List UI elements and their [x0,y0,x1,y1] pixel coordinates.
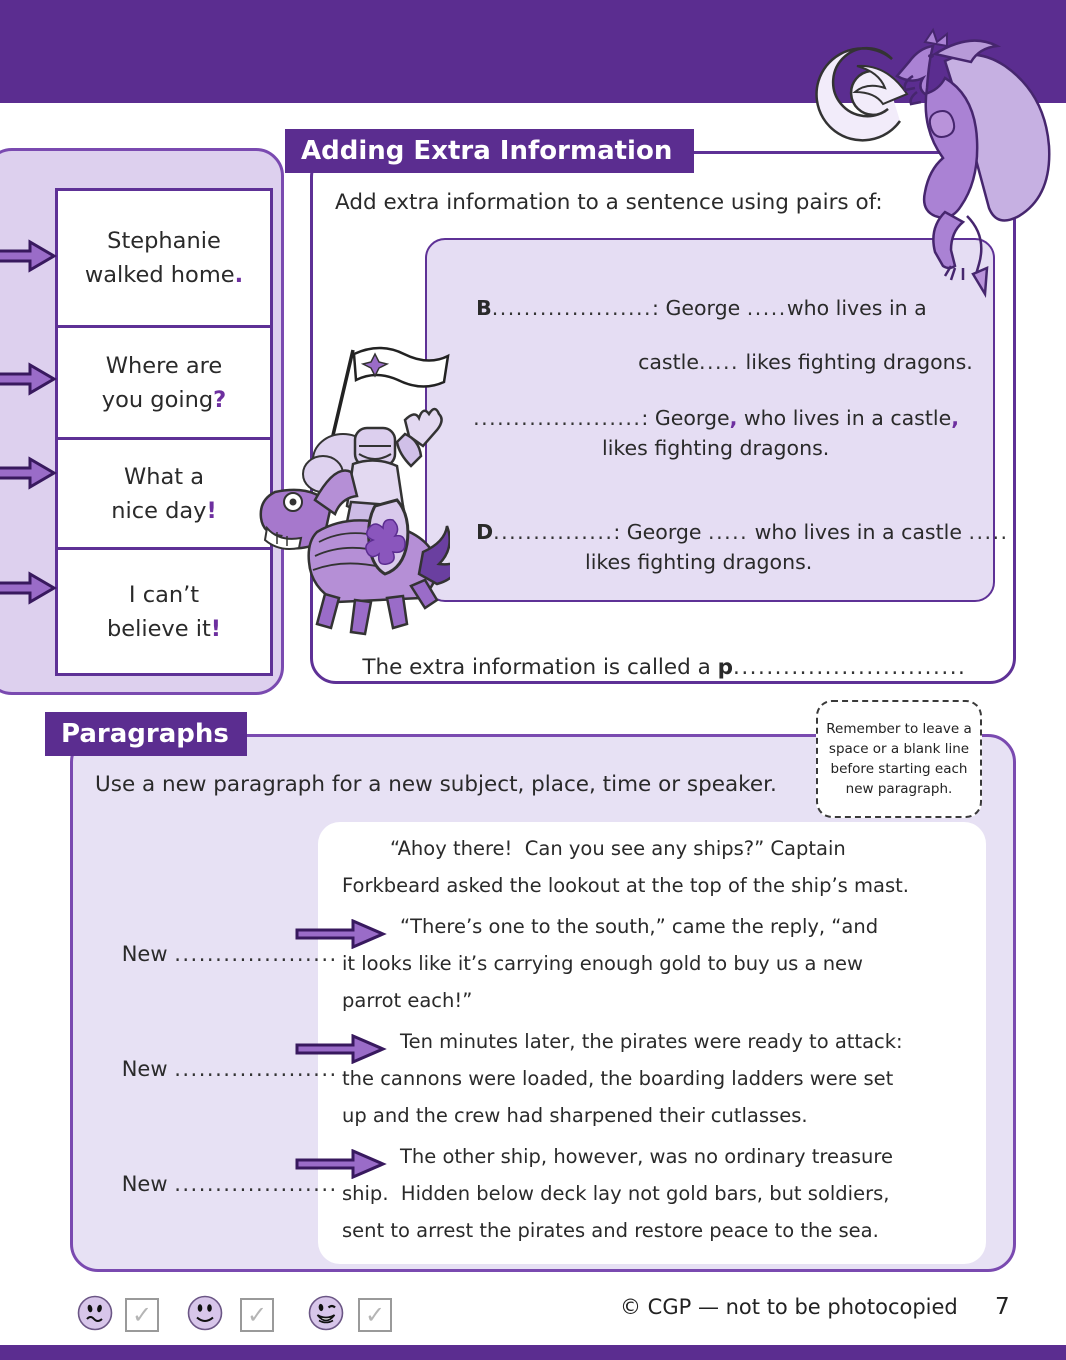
section-header-paragraphs [45,712,247,756]
called-line: The extra information is called a p............................ [362,655,965,680]
story-line: Forkbeard asked the lookout at the top of the ship’s mast. [342,874,909,897]
answer-blank: .................... [174,942,338,966]
story-line: “Ahoy there! Can you see any ships?” Captain [390,837,846,860]
arrow-right-icon [295,919,387,949]
dragon-illustration [795,16,1055,301]
sentence-card [58,191,270,325]
section-header-adding-extra-information [285,129,694,173]
arrow-right-icon [0,570,58,606]
example-line-c: .....................: George, who lives in a castle, [473,406,959,430]
sentence-line: nice day! [111,497,217,524]
answer-blank: ........................... [733,655,959,680]
adding-instruction: Add extra information to a sentence using pairs of: [335,190,883,215]
check-icon: ✓ [131,1301,153,1329]
new-paragraph-marker: New .................... [121,942,338,966]
new-paragraph-marker: New .................... [121,1057,338,1081]
bottom-banner [0,1345,1066,1360]
answer-blank: ..................... [473,406,642,430]
checkbox[interactable] [125,1298,159,1332]
new-paragraph-marker: New .................... [121,1172,338,1196]
story-line: The other ship, however, was no ordinary treasure [400,1145,894,1168]
sentence-line: believe it! [106,615,222,642]
sentence-line: What a [123,463,205,490]
answer-blank: .................... [174,1172,338,1196]
copyright-notice: © CGP — not to be photocopied [620,1295,958,1319]
answer-blank: ..... [698,350,740,374]
comma-accent: , [951,406,959,430]
sentence-cards-box [55,188,273,676]
answer-blank: .................... [174,1057,338,1081]
answer-blank: ..... [708,520,749,544]
smile-face-icon [187,1295,223,1331]
section-title: Paragraphs [61,719,229,749]
sentence-card [58,325,270,437]
check-icon: ✓ [364,1301,386,1329]
sentence-card [58,547,270,673]
sentence-line: Stephanie [107,228,221,254]
example-line-d: D...............: George ..... who lives in a castle ..... [476,520,1009,544]
punctuation-accent: . [234,262,244,288]
story-line: the cannons were loaded, the boarding ladders were set [342,1067,894,1090]
story-line: parrot each!” [342,989,473,1012]
sentence-card [58,437,270,547]
check-icon: ✓ [246,1301,268,1329]
arrow-right-icon [0,238,58,274]
wink-face-icon [308,1295,344,1331]
punctuation-accent: ! [206,497,217,524]
story-line: up and the crew had sharpened their cutlasses. [342,1104,808,1127]
comma-accent: , [729,406,738,430]
checkbox[interactable] [358,1298,392,1332]
knight-illustration [255,342,450,637]
punctuation-accent: ? [213,386,227,413]
answer-blank: ..... [968,520,1009,544]
paragraphs-instruction: Use a new paragraph for a new subject, place, time or speaker. [95,772,777,797]
sentence-line: Where are [105,352,223,379]
sentence-line: you going? [101,386,227,413]
arrow-right-icon [0,455,58,491]
page-number: 7 [995,1294,1010,1320]
checkbox[interactable] [240,1298,274,1332]
story-line: Ten minutes later, the pirates were ready to attack: [400,1030,903,1053]
punctuation-accent: ! [210,615,222,642]
answer-blank: ............... [493,520,614,544]
arrow-right-icon [0,361,58,397]
story-line: sent to arrest the pirates and restore peace to the sea. [342,1219,879,1242]
answer-blank: .................... [491,296,653,320]
example-line-b: B....................: George .....who lives in a [476,296,927,320]
section-title: Adding Extra Information [301,136,673,166]
confused-face-icon [77,1295,113,1331]
example-line-b2: castle..... likes fighting dragons. [638,350,973,374]
reminder-burst: Remember to leave a space or a blank line before starting each new paragraph. [816,700,982,818]
arrow-right-icon [295,1149,387,1179]
story-line: it looks like it’s carrying enough gold to buy us a new [342,952,863,975]
story-line: “There’s one to the south,” came the reply, “and [400,915,879,938]
sentence-line: walked home. [84,262,244,288]
story-text [342,830,982,1249]
example-line-d2: likes fighting dragons. [585,550,813,574]
sentence-line: I can’t [128,581,200,608]
answer-blank: ..... [746,296,787,320]
story-line: ship. Hidden below deck lay not gold bars, but soldiers, [342,1182,890,1205]
example-line-c2: likes fighting dragons. [602,436,830,460]
arrow-right-icon [295,1034,387,1064]
